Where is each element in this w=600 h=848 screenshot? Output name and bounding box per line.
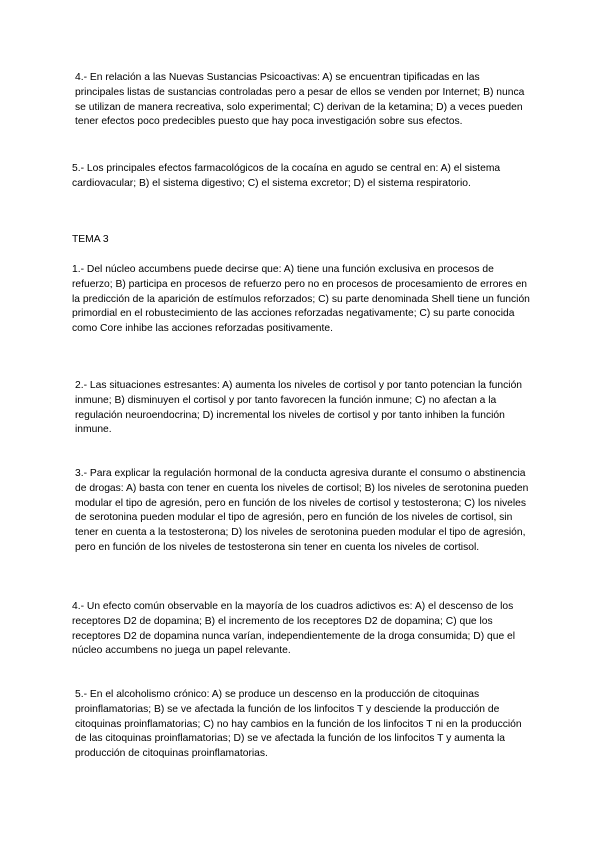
question-paragraph: 1.- Del núcleo accumbens puede decirse que: A) tiene una función exclusiva en procesos de refuerzo; B) participa en procesos de refuerzo pero no en procesos de procesamiento de errores en la predicción de la aparición de estímulos reforzados; C) su parte denominada Shell tiene un función primordial en el robustecimiento de las acciones reforzadas negativamente; C) su parte conocida como Core inhibe las acciones reforzadas positivamente. <box>72 264 530 335</box>
question-paragraph: 4.- Un efecto común observable en la mayoría de los cuadros adictivos es: A) el descenso de los receptores D2 de dopamina; B) el incremento de los receptores D2 de dopamina; C) que los receptores D2 de dopamina nunca varían, independientemente de la droga consumida; D) que el núcleo accumbens no juega un papel relevante. <box>72 601 516 657</box>
question-paragraph: 5.- En el alcoholismo crónico: A) se produce un descenso en la producción de citoquinas proinflamatorias; B) se ve afectada la función de los linfocitos T y desciende la producción de citoquinas proinflamatorias; C) no hay cambios en la función de los linfocitos T ni en la producción de las citoquinas proinflamatorias; D) se ve afectada la función de los linfocitos T y aumenta la producción de citoquinas proinflamatorias. <box>75 689 522 760</box>
section-heading: TEMA 3 <box>72 234 109 245</box>
question-paragraph: 2.- Las situaciones estresantes: A) aumenta los niveles de cortisol y por tanto potencian la función inmune; B) disminuyen el cortisol y por tanto favorecen la función inmune; C) no afectan a la regulación neuroendocrina; D) incremental los niveles de cortisol y por tanto inhiben la función inmune. <box>75 380 523 436</box>
question-paragraph: 4.- En relación a las Nuevas Sustancias Psicoactivas: A) se encuentran tipificadas en las principales listas de sustancias controladas pero a pesar de ellos se venden por Internet; B) nunca se utilizan de manera recreativa, solo experimental; C) derivan de la ketamina; D) a veces pueden tener efectos poco predecibles puesto que hay poca investigación sobre sus efectos. <box>75 72 525 128</box>
question-paragraph: 3.- Para explicar la regulación hormonal de la conducta agresiva durante el consumo o abstinencia de drogas: A) basta con tener en cuenta los niveles de cortisol; B) los niveles de serotonina pueden modular el tipo de agresión, pero en función de los niveles de cortisol y testosterona; C) los niveles de serotonina pueden modular el tipo de agresión, pero en función de los niveles de cortisol, sin tener en cuenta a la testosterona; D) los niveles de serotonina pueden modular el tipo de agresión, pero en función de los niveles de testosterona sin tener en cuenta los niveles de cortisol. <box>75 468 529 553</box>
question-paragraph: 5.- Los principales efectos farmacológicos de la cocaína en agudo se central en: A) el sistema cardiovacular; B) el sistema digestivo; C) el sistema excretor; D) el sistema respiratorio. <box>72 163 501 189</box>
